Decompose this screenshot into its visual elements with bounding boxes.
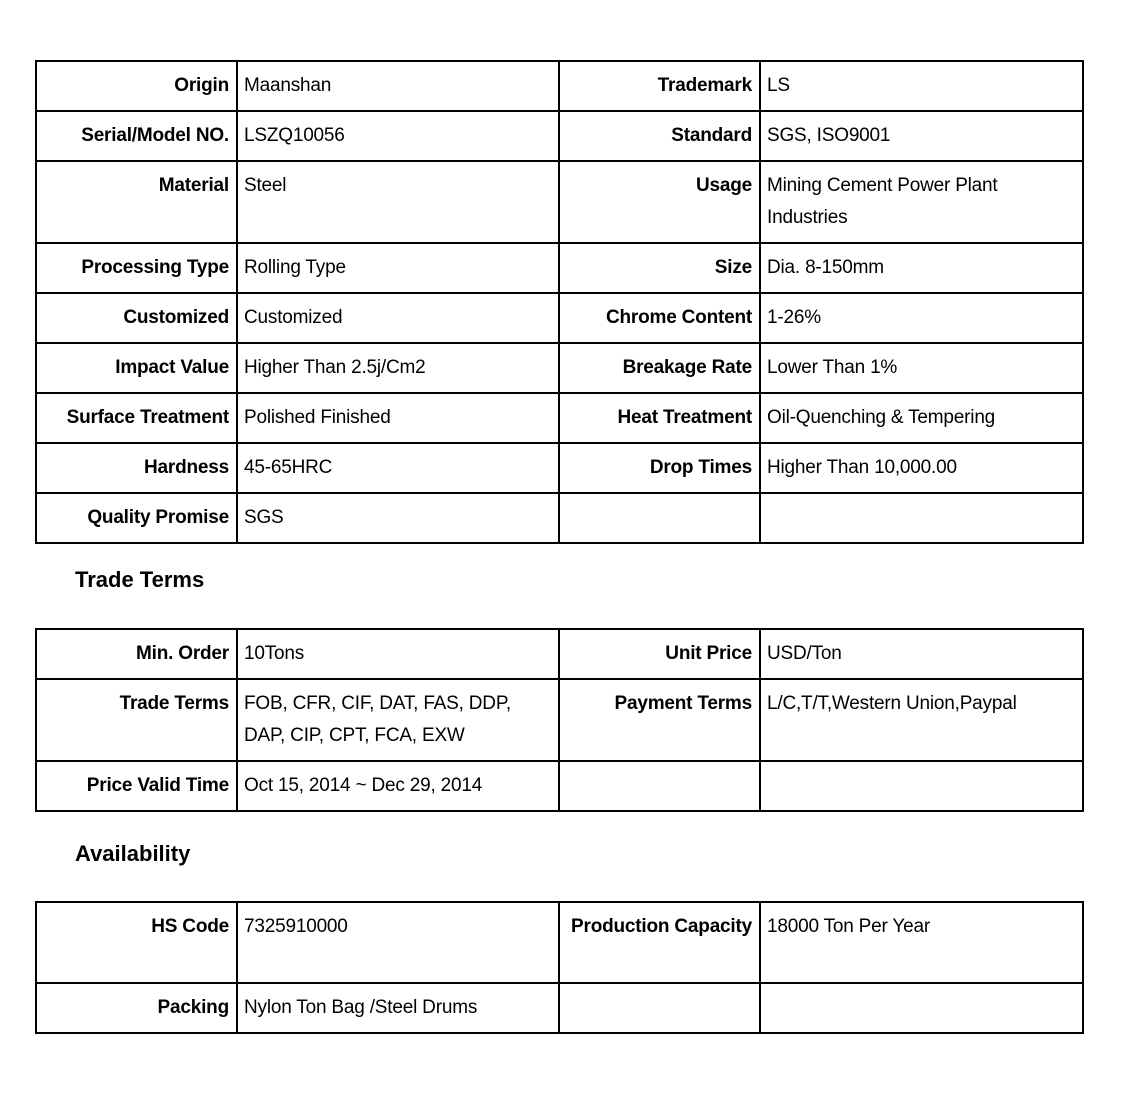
trade-terms-table xyxy=(35,628,1084,812)
table-row xyxy=(36,61,1083,111)
spec-value-standard: SGS, ISO9001 xyxy=(760,111,1083,161)
spec-label-quality-promise: Quality Promise xyxy=(36,493,237,543)
table-row xyxy=(36,902,1083,983)
avail-label-production-capacity: Production Capacity xyxy=(559,902,760,983)
empty-cell xyxy=(559,983,760,1033)
table-row xyxy=(36,679,1083,761)
spec-label-chrome-content: Chrome Content xyxy=(559,293,760,343)
trade-value-payment-terms: L/C,T/T,Western Union,Paypal xyxy=(760,679,1083,761)
empty-cell xyxy=(760,493,1083,543)
spec-label-standard: Standard xyxy=(559,111,760,161)
spec-label-hardness: Hardness xyxy=(36,443,237,493)
table-row xyxy=(36,761,1083,811)
trade-label-payment-terms: Payment Terms xyxy=(559,679,760,761)
spec-label-size: Size xyxy=(559,243,760,293)
spec-label-usage: Usage xyxy=(559,161,760,243)
table-row xyxy=(36,111,1083,161)
avail-value-production-capacity: 18000 Ton Per Year xyxy=(760,902,1083,983)
trade-label-min-order: Min. Order xyxy=(36,629,237,679)
trade-label-unit-price: Unit Price xyxy=(559,629,760,679)
spec-value-trademark: LS xyxy=(760,61,1083,111)
table-row xyxy=(36,493,1083,543)
table-row xyxy=(36,393,1083,443)
spec-value-size: Dia. 8-150mm xyxy=(760,243,1083,293)
spec-value-usage: Mining Cement Power Plant Industries xyxy=(760,161,1083,243)
table-row xyxy=(36,983,1083,1033)
spec-value-impact-value: Higher Than 2.5j/Cm2 xyxy=(237,343,559,393)
spec-label-serial-model: Serial/Model NO. xyxy=(36,111,237,161)
availability-heading: Availability xyxy=(75,841,191,866)
spec-label-surface-treatment: Surface Treatment xyxy=(36,393,237,443)
spec-label-material: Material xyxy=(36,161,237,243)
table-row xyxy=(36,161,1083,243)
spec-value-surface-treatment: Polished Finished xyxy=(237,393,559,443)
spec-value-material: Steel xyxy=(237,161,559,243)
table-row xyxy=(36,243,1083,293)
spec-value-serial-model: LSZQ10056 xyxy=(237,111,559,161)
table-row xyxy=(36,343,1083,393)
avail-value-packing: Nylon Ton Bag /Steel Drums xyxy=(237,983,559,1033)
avail-label-packing: Packing xyxy=(36,983,237,1033)
spec-value-hardness: 45-65HRC xyxy=(237,443,559,493)
spec-label-trademark: Trademark xyxy=(559,61,760,111)
trade-value-min-order: 10Tons xyxy=(237,629,559,679)
spec-label-breakage-rate: Breakage Rate xyxy=(559,343,760,393)
spec-label-origin: Origin xyxy=(36,61,237,111)
spec-label-processing-type: Processing Type xyxy=(36,243,237,293)
trade-label-price-valid-time: Price Valid Time xyxy=(36,761,237,811)
spec-value-breakage-rate: Lower Than 1% xyxy=(760,343,1083,393)
table-row xyxy=(36,293,1083,343)
trade-terms-heading: Trade Terms xyxy=(75,567,205,592)
avail-value-hs-code: 7325910000 xyxy=(237,902,559,983)
trade-value-unit-price: USD/Ton xyxy=(760,629,1083,679)
spec-value-drop-times: Higher Than 10,000.00 xyxy=(760,443,1083,493)
spec-value-chrome-content: 1-26% xyxy=(760,293,1083,343)
trade-value-trade-terms: FOB, CFR, CIF, DAT, FAS, DDP, DAP, CIP, CPT, FCA, EXW xyxy=(237,679,559,761)
spec-value-processing-type: Rolling Type xyxy=(237,243,559,293)
spec-value-quality-promise: SGS xyxy=(237,493,559,543)
trade-value-price-valid-time: Oct 15, 2014 ~ Dec 29, 2014 xyxy=(237,761,559,811)
spec-label-customized: Customized xyxy=(36,293,237,343)
spec-label-drop-times: Drop Times xyxy=(559,443,760,493)
empty-cell xyxy=(760,983,1083,1033)
avail-label-hs-code: HS Code xyxy=(36,902,237,983)
empty-cell xyxy=(559,493,760,543)
spec-label-impact-value: Impact Value xyxy=(36,343,237,393)
empty-cell xyxy=(559,761,760,811)
table-row xyxy=(36,629,1083,679)
table-row xyxy=(36,443,1083,493)
spec-value-heat-treatment: Oil-Quenching & Tempering xyxy=(760,393,1083,443)
empty-cell xyxy=(760,761,1083,811)
spec-label-heat-treatment: Heat Treatment xyxy=(559,393,760,443)
spec-value-customized: Customized xyxy=(237,293,559,343)
product-specs-table xyxy=(35,60,1084,544)
availability-table xyxy=(35,901,1084,1034)
spec-value-origin: Maanshan xyxy=(237,61,559,111)
trade-label-trade-terms: Trade Terms xyxy=(36,679,237,761)
